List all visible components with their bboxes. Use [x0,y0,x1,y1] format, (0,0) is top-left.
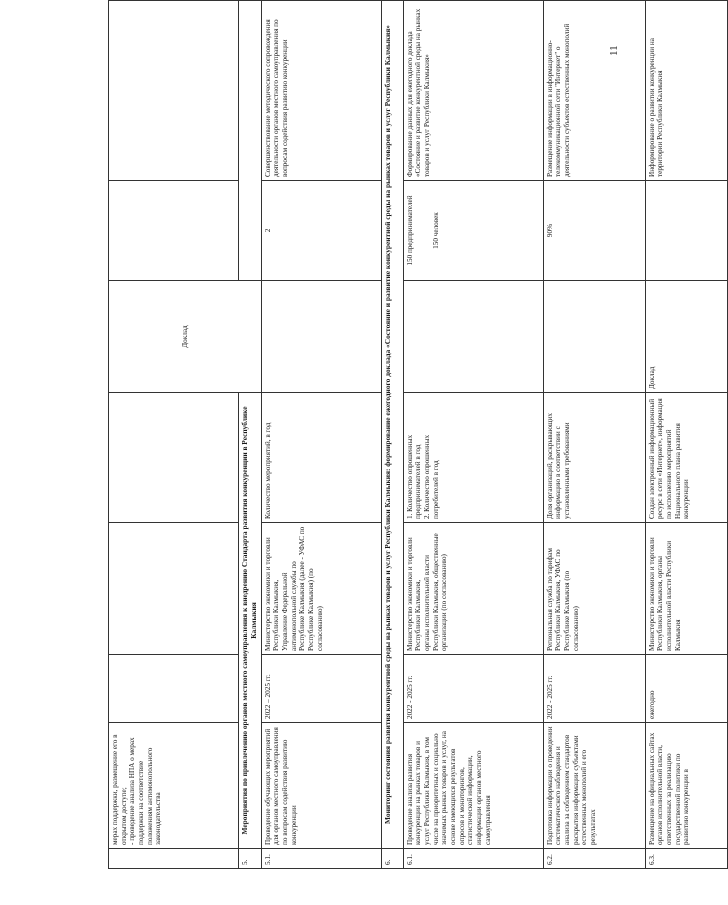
section-title: Мониторинг состояния развития конкурентной среды на рынках товаров и услуг Республики Калмыкия: формирование ежегодного доклада «Состояние и развитие конкурентной среды на рынках товаров и услуг Республики Калмыкия» [381,1,403,849]
row-number [109,849,239,869]
period-cell: 2022 - 2025 гг. [543,655,645,723]
measure-cell: Проведение анализа развития конкуренции на рынках товаров и услуг Республики Калмыкия, в том числе на приоритетных и социально значимых рынках товаров и услуг, на основе имеющихся результатов опросов и мониторингов, статистической информации, информации органов местного самоуправления [403,723,543,849]
indicator-cell: Количество мероприятий, в год [261,393,381,523]
row-number: 6.1. [403,849,543,869]
result-cell [109,1,239,181]
period-cell: 2022 - 2025 гг. [403,655,543,723]
section-row [239,1,262,869]
section-row [381,1,403,869]
measure-cell: Проведение обучающих мероприятий для органов местного самоуправления по вопросам содействия развитию конкуренции [261,723,381,849]
result-cell: Формирование данных для ежегодного доклада «Состояние и развитие конкурентной среды на рынках товаров и услуг Республики Калмыкия» [403,1,543,181]
result-cell: Информирование о развитии конкуренции на территории Республики Калмыкия [645,1,727,181]
indicator-cell: Доля организаций, раскрывающих информацию в соответствии с установленными требованиями [543,393,645,523]
page-number: 11 [608,45,620,56]
table-row [645,1,727,869]
period-cell [109,655,239,723]
measure-cell: Размещение на официальных сайтах органов исполнительной власти, ответственных за реализацию государственной политики по развитию конкуренции в [645,723,727,849]
indicator-cell [109,393,239,523]
doklad-cell [403,281,543,393]
table-row [261,1,381,869]
row-number: 6.3. [645,849,727,869]
responsible-cell: Министерство экономики и торговли Республики Калмыкия, Управление Федеральной антимонопольной службы по Республике Калмыкия (далее - УФАС по Республике Калмыкия) (по согласованию) [261,523,381,655]
value-cell [109,181,239,281]
doklad-cell [543,281,645,393]
responsible-cell: Министерство экономики и торговли Республики Калмыкия, органы исполнительной власти Республики Калмыкия, общественные организации (по согласованию) [403,523,543,655]
table-row [403,1,543,869]
measures-table [108,0,728,869]
result-cell: Размещение информации в информационно-телекоммуникационной сети "Интернет" о деятельности субъектов естественных монополий [543,1,645,181]
value-cell [645,181,727,281]
responsible-cell: Региональная служба по тарифам Республики Калмыкия, УФАС по Республике Калмыкия (по согласованию) [543,523,645,655]
section-number: 6. [381,849,403,869]
value-cell: 2 [261,181,381,281]
responsible-cell [109,523,239,655]
section-number: 5. [239,849,262,869]
period-cell: 2022 – 2025 гг. [261,655,381,723]
table-row [109,1,239,869]
value-cell: 90% [543,181,645,281]
merged-doklad-cell: Доклад [109,281,262,393]
result-cell: Совершенствование методического сопровождения деятельности органов местного самоуправления по вопросам содействия развитию конкуренции [261,1,381,181]
value-cell: 150 предпринимателей 150 человек [403,181,543,281]
indicator-cell: 1. Количество опрошенных предпринимателей в год 2. Количество опрошенных потребителей в год [403,393,543,523]
period-cell: ежегодно [645,655,727,723]
responsible-cell: Министерство экономики и торговли Республики Калмыкия, органы исполнительной власти Республики Калмыкия [645,523,727,655]
measure-cell: Подготовка информации о проведении систематического наблюдения и анализа за соблюдением стандартов раскрытия информации субъектами естественных монополий и его результатах [543,723,645,849]
row-number: 6.2. [543,849,645,869]
measure-cell: мерах поддержки, размещение его в открытом доступе; - проведение анализа НПА о мерах поддержки на соответствие положениям антимонопольного законодательства [109,723,239,849]
section-title: Мероприятия по привлечению органов местного самоуправления к внедрению Стандарта развития конкуренции в Республике Калмыкия [239,393,262,849]
table-row [543,1,645,869]
doklad-cell: Доклад [645,281,727,393]
doklad-cell [261,281,381,393]
row-number: 5.1. [261,849,381,869]
indicator-cell: Создан электронный информационный ресурс в сети «Интернет», информация по исполнению мероприятий Национального плана развития конкуренции [645,393,727,523]
